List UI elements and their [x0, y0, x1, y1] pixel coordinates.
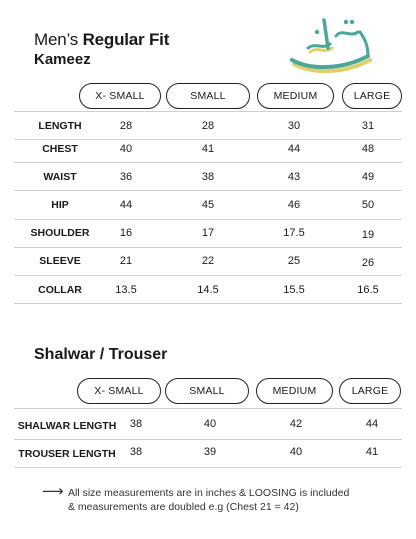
brand-logo-icon	[284, 8, 380, 78]
page-title	[34, 30, 169, 50]
table-cell: 41	[365, 446, 379, 458]
row-label: CHEST	[42, 143, 78, 155]
table-cell: 41	[201, 143, 215, 155]
size-header-small: SMALL	[165, 378, 249, 404]
table-cell: 26	[361, 257, 375, 269]
table-cell: 28	[119, 120, 133, 132]
row-label: TROUSER LENGTH	[18, 448, 116, 460]
table-cell: 43	[287, 171, 301, 183]
table-cell: 39	[203, 446, 217, 458]
table-cell: 48	[361, 143, 375, 155]
table-cell: 17.5	[283, 227, 305, 239]
size-header-medium: MEDIUM	[256, 378, 333, 404]
arrow-right-icon: ⟶	[42, 483, 64, 500]
size-header-small: SMALL	[166, 83, 250, 109]
footnote-line-1: All size measurements are in inches & LOOSING is included	[68, 487, 350, 499]
table-cell: 49	[361, 171, 375, 183]
table-cell: 17	[201, 227, 215, 239]
row-divider	[14, 111, 402, 112]
table-cell: 30	[287, 120, 301, 132]
row-divider	[14, 275, 402, 276]
table-cell: 16	[119, 227, 133, 239]
size-header-large: LARGE	[339, 378, 401, 404]
table-cell: 25	[287, 255, 301, 267]
row-label: SHOULDER	[30, 227, 90, 239]
table-cell: 38	[129, 418, 143, 430]
row-label: LENGTH	[38, 120, 82, 132]
section-title-shalwar: Shalwar / Trouser	[34, 346, 168, 363]
row-divider	[14, 247, 402, 248]
table-cell: 19	[361, 229, 375, 241]
table-cell: 44	[287, 143, 301, 155]
table-cell: 44	[119, 199, 133, 211]
table-cell: 14.5	[197, 284, 219, 296]
row-label: SLEEVE	[39, 255, 81, 267]
title-regular: Men’s	[34, 30, 83, 49]
row-divider	[14, 408, 402, 409]
table-cell: 21	[119, 255, 133, 267]
table-cell: 40	[289, 446, 303, 458]
row-divider	[14, 467, 402, 468]
table-cell: 45	[201, 199, 215, 211]
row-divider	[14, 139, 402, 140]
table-cell: 36	[119, 171, 133, 183]
row-divider	[14, 303, 402, 304]
table-cell: 13.5	[115, 284, 137, 296]
table-cell: 44	[365, 418, 379, 430]
table-cell: 38	[129, 446, 143, 458]
row-label: HIP	[51, 199, 69, 211]
table-cell: 42	[289, 418, 303, 430]
size-header-medium: MEDIUM	[257, 83, 334, 109]
table-cell: 28	[201, 120, 215, 132]
row-label: WAIST	[43, 171, 77, 183]
row-label: SHALWAR LENGTH	[17, 420, 117, 432]
footnote-line-2: & measurements are doubled e.g (Chest 21 = 42)	[68, 501, 299, 513]
size-header-large: LARGE	[342, 83, 402, 109]
size-header-xsmall: X- SMALL	[77, 378, 161, 404]
section-title-kameez: Kameez	[34, 51, 91, 68]
table-cell: 22	[201, 255, 215, 267]
row-divider	[14, 162, 402, 163]
row-label: COLLAR	[38, 284, 82, 296]
table-cell: 40	[119, 143, 133, 155]
table-cell: 31	[361, 120, 375, 132]
row-divider	[14, 219, 402, 220]
table-cell: 40	[203, 418, 217, 430]
table-cell: 15.5	[283, 284, 305, 296]
footnote	[68, 486, 388, 514]
table-cell: 46	[287, 199, 301, 211]
size-header-xsmall: X- SMALL	[79, 83, 161, 109]
row-divider	[14, 190, 402, 191]
title-bold: Regular Fit	[82, 30, 170, 49]
table-cell: 38	[201, 171, 215, 183]
table-cell: 50	[361, 199, 375, 211]
table-cell: 16.5	[357, 284, 379, 296]
row-divider	[14, 439, 402, 440]
